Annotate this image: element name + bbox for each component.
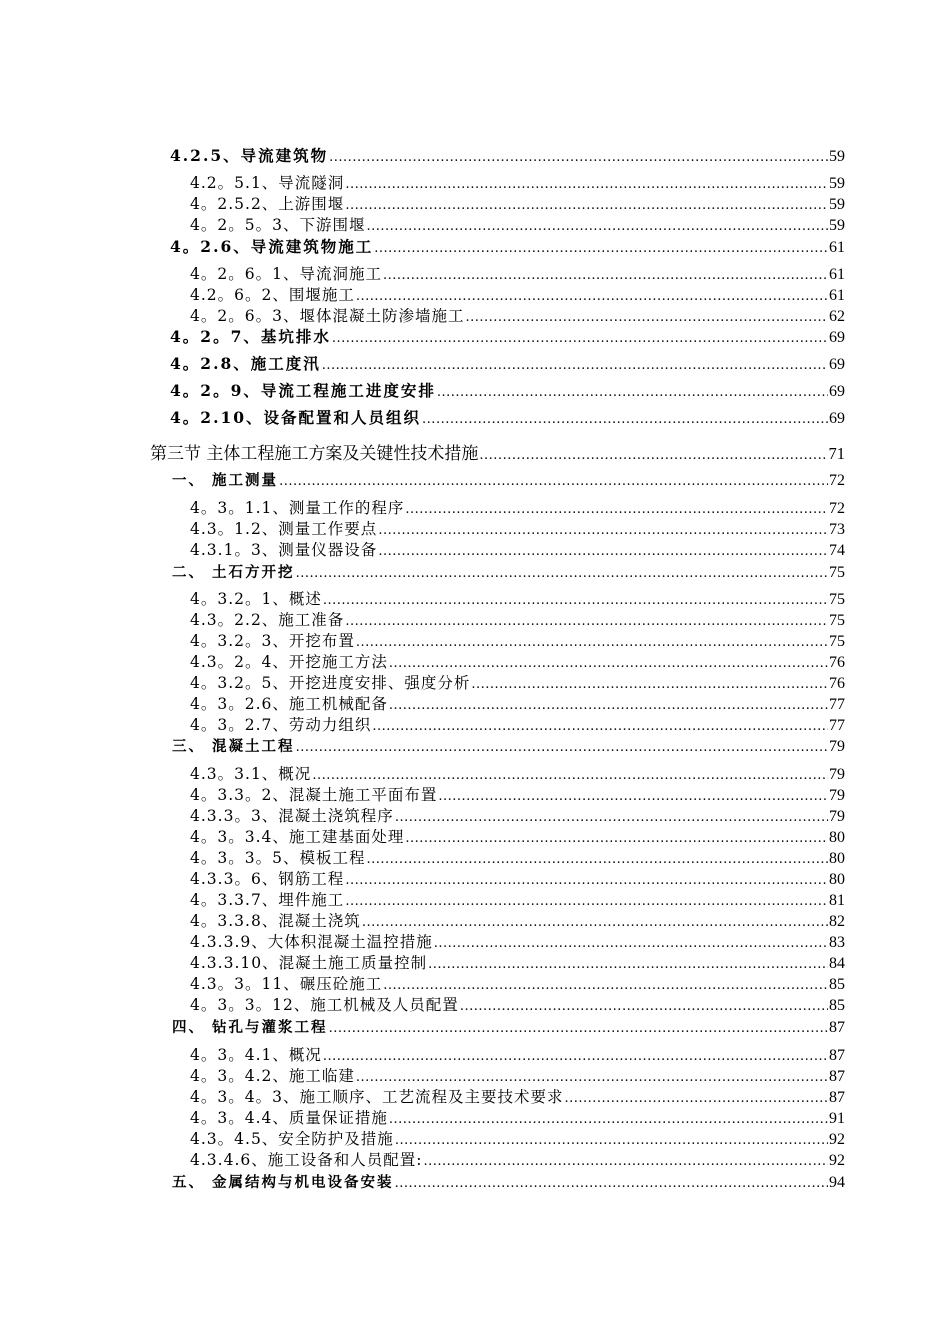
dot-leader — [423, 1152, 828, 1172]
toc-entry-page: 76 — [829, 675, 845, 692]
toc-entry[interactable] — [190, 911, 845, 931]
toc-entry-label: 4.2.5、导流建筑物 — [170, 146, 329, 165]
toc-entry-label: 4。3.2。5、开挖进度安排、强度分析 — [190, 674, 471, 692]
toc-entry-label: 4。3。4。3、施工顺序、工艺流程及主要技术要求 — [190, 1088, 564, 1106]
toc-entry-label: 4。3。2.6、施工机械配备 — [190, 695, 388, 713]
toc-entry-page: 87 — [829, 1089, 845, 1106]
toc-entry-page: 71 — [828, 444, 845, 463]
toc-entry[interactable] — [190, 1150, 845, 1170]
toc-entry-label: 4。2。6。3、堰体混凝土防渗墙施工 — [190, 307, 465, 325]
toc-entry[interactable] — [190, 953, 845, 973]
dot-leader — [422, 410, 828, 430]
dot-leader — [356, 633, 828, 653]
toc-entry-label: 二、 土石方开挖 — [172, 564, 295, 581]
toc-entry-label: 4.3.3.9、大体积混凝土温控措施 — [190, 933, 433, 951]
toc-entry-label: 4。3。4.2、施工临建 — [190, 1067, 355, 1085]
toc-entry[interactable] — [190, 285, 845, 305]
toc-entry[interactable] — [170, 381, 845, 401]
toc-entry-page: 92 — [829, 1131, 845, 1148]
dot-leader — [296, 738, 828, 758]
toc-entry[interactable] — [190, 869, 845, 889]
toc-entry-page: 76 — [829, 654, 845, 671]
toc-entry-page: 77 — [829, 717, 845, 734]
toc-entry-page: 59 — [829, 148, 845, 165]
toc-entry-label: 4。3。4.1、概况 — [190, 1046, 322, 1064]
dot-leader — [362, 913, 828, 933]
toc-entry[interactable] — [172, 1018, 845, 1038]
toc-entry[interactable] — [170, 354, 845, 374]
dot-leader — [437, 383, 828, 403]
dot-leader — [366, 850, 828, 870]
toc-entry-label: 4.3。3.1、概况 — [190, 765, 312, 783]
toc-entry-label: 4.3。4.5、安全防护及措施 — [190, 1130, 394, 1148]
toc-entry-page: 87 — [829, 1047, 845, 1064]
toc-entry[interactable] — [190, 785, 845, 805]
toc-entry-page: 81 — [829, 892, 845, 909]
dot-leader — [479, 446, 827, 466]
dot-leader — [345, 196, 828, 216]
toc-entry[interactable] — [170, 327, 845, 347]
toc-entry[interactable] — [190, 589, 845, 609]
toc-entry-page: 87 — [829, 1019, 845, 1036]
dot-leader — [383, 976, 828, 996]
dot-leader — [312, 766, 828, 786]
toc-entry-label: 4。2.10、设备配置和人员组织 — [170, 408, 422, 427]
toc-entry[interactable] — [190, 890, 845, 910]
dot-leader — [366, 217, 828, 237]
toc-entry[interactable] — [190, 519, 845, 539]
toc-entry-page: 77 — [829, 696, 845, 713]
dot-leader — [345, 175, 828, 195]
toc-entry-page: 61 — [829, 266, 845, 283]
toc-entry[interactable] — [190, 974, 845, 994]
toc-entry-page: 59 — [829, 196, 845, 213]
toc-entry[interactable] — [190, 694, 845, 714]
dot-leader — [322, 356, 828, 376]
toc-entry-label: 4。2.8、施工度汛 — [170, 354, 321, 373]
toc-entry-label: 第三节 主体工程施工方案及关键性技术措施 — [150, 444, 479, 464]
dot-leader — [378, 542, 828, 562]
toc-entry[interactable] — [170, 408, 845, 428]
dot-leader — [389, 654, 828, 674]
toc-entry-label: 4。3.3.7、埋件施工 — [190, 891, 345, 909]
toc-entry[interactable] — [190, 264, 845, 284]
dot-leader — [329, 1019, 828, 1039]
toc-entry-page: 75 — [829, 633, 845, 650]
dot-leader — [395, 1174, 828, 1194]
toc-entry-page: 92 — [829, 1152, 845, 1169]
toc-entry-label: 4。2。6。1、导流洞施工 — [190, 265, 382, 283]
toc-entry-page: 69 — [829, 329, 845, 346]
toc-entry[interactable] — [190, 806, 845, 826]
toc-entry-label: 4。3。1.1、测量工作的程序 — [190, 499, 405, 517]
toc-entry[interactable] — [190, 215, 845, 235]
dot-leader — [374, 239, 828, 259]
dot-leader — [372, 717, 828, 737]
toc-entry[interactable] — [190, 540, 845, 560]
toc-entry[interactable] — [190, 764, 845, 784]
dot-leader — [345, 612, 828, 632]
toc-entry-label: 4。2。9、导流工程施工进度安排 — [170, 381, 436, 400]
toc-entry-page: 74 — [829, 542, 845, 559]
toc-entry-page: 91 — [829, 1110, 845, 1127]
dot-leader — [389, 1110, 828, 1130]
toc-entry-page: 82 — [829, 913, 845, 930]
toc-entry-page: 62 — [829, 308, 845, 325]
dot-leader — [323, 1047, 828, 1067]
toc-entry-page: 84 — [829, 955, 845, 972]
toc-entry[interactable] — [190, 173, 845, 193]
toc-entry-page: 83 — [829, 934, 845, 951]
toc-entry-label: 四、 钻孔与灌浆工程 — [172, 1019, 328, 1036]
dot-leader — [345, 892, 828, 912]
toc-entry-label: 五、 金属结构与机电设备安装 — [172, 1174, 394, 1191]
toc-entry-page: 85 — [829, 976, 845, 993]
toc-entry-page: 75 — [829, 564, 845, 581]
toc-entry[interactable] — [190, 1066, 845, 1086]
toc-entry-label: 4.3.4.6、施工设备和人员配置: — [190, 1151, 423, 1169]
toc-entry[interactable] — [190, 652, 845, 672]
dot-leader — [434, 934, 828, 954]
toc-entry[interactable] — [172, 737, 845, 757]
dot-leader — [395, 808, 828, 828]
dot-leader — [356, 287, 828, 307]
toc-entry[interactable] — [172, 563, 845, 583]
toc-entry-label: 4。3.3.8、混凝土浇筑 — [190, 912, 361, 930]
toc-entry-label: 4.2。6。2、围堰施工 — [190, 286, 355, 304]
toc-entry-label: 4。2。5。3、下游围堰 — [190, 216, 366, 234]
toc-entry-page: 79 — [829, 738, 845, 755]
toc-entry-page: 61 — [829, 287, 845, 304]
toc-entry-label: 4.3.3.10、混凝土施工质量控制 — [190, 954, 428, 972]
toc-entry[interactable] — [190, 1087, 845, 1107]
dot-leader — [395, 1131, 828, 1151]
toc-entry-page: 75 — [829, 591, 845, 608]
dot-leader — [405, 500, 828, 520]
toc-entry-page: 85 — [829, 997, 845, 1014]
dot-leader — [465, 308, 828, 328]
toc-entry[interactable] — [190, 995, 845, 1015]
dot-leader — [383, 266, 828, 286]
dot-leader — [345, 871, 828, 891]
toc-entry-page: 75 — [829, 612, 845, 629]
toc-entry-label: 4。3。2.7、劳动力组织 — [190, 716, 372, 734]
toc-entry-label: 4.2。5.1、导流隧洞 — [190, 174, 345, 192]
toc-entry-page: 80 — [829, 850, 845, 867]
toc-entry-label: 4。3。3。5、模板工程 — [190, 849, 366, 867]
toc-entry[interactable] — [190, 827, 845, 847]
toc-entry-label: 4。3。3.4、施工建基面处理 — [190, 828, 405, 846]
toc-entry-page: 94 — [829, 1174, 845, 1191]
toc-entry[interactable] — [170, 146, 845, 166]
toc-entry[interactable] — [172, 1173, 845, 1193]
dot-leader — [460, 997, 828, 1017]
toc-entry-page: 72 — [829, 500, 845, 517]
toc-entry[interactable] — [190, 848, 845, 868]
toc-entry[interactable] — [150, 444, 845, 464]
toc-entry[interactable] — [190, 194, 845, 214]
toc-entry[interactable] — [190, 932, 845, 952]
dot-leader — [279, 472, 828, 492]
dot-leader — [405, 829, 828, 849]
toc-entry-page: 73 — [829, 521, 845, 538]
toc-entry-label: 一、 施工测量 — [172, 472, 279, 489]
toc-entry-page: 79 — [829, 787, 845, 804]
dot-leader — [564, 1089, 828, 1109]
toc-entry-label: 4.3。1.2、测量工作要点 — [190, 520, 378, 538]
dot-leader — [323, 591, 828, 611]
toc-entry[interactable] — [190, 715, 845, 735]
toc-entry-label: 4.3.1。3、测量仪器设备 — [190, 541, 378, 559]
dot-leader — [389, 696, 828, 716]
toc-entry-page: 59 — [829, 175, 845, 192]
toc-entry-label: 4.3.3。6、钢筋工程 — [190, 870, 345, 888]
toc-entry-label: 4.3。2。4、开挖施工方法 — [190, 653, 388, 671]
toc-entry-page: 80 — [829, 871, 845, 888]
toc-entry-page: 72 — [829, 472, 845, 489]
toc-entry-label: 4。2.6、导流建筑物施工 — [170, 237, 374, 256]
toc-entry-label: 4。3.3。2、混凝土施工平面布置 — [190, 786, 438, 804]
toc-entry-label: 4。2.5.2、上游围堰 — [190, 195, 345, 213]
toc-entry[interactable] — [190, 631, 845, 651]
toc-entry-label: 4.3.3。3、混凝土浇筑程序 — [190, 807, 394, 825]
toc-entry-page: 69 — [829, 356, 845, 373]
toc-entry[interactable] — [190, 498, 845, 518]
toc-entry[interactable] — [190, 673, 845, 693]
toc-entry-page: 80 — [829, 829, 845, 846]
toc-entry-page: 79 — [829, 766, 845, 783]
toc-entry[interactable] — [190, 306, 845, 326]
dot-leader — [356, 1068, 828, 1088]
toc-entry[interactable] — [190, 1129, 845, 1149]
dot-leader — [329, 148, 828, 168]
toc-entry-page: 87 — [829, 1068, 845, 1085]
toc-entry-page: 61 — [829, 239, 845, 256]
dot-leader — [332, 329, 828, 349]
toc-entry-label: 4.3。3。11、碾压砼施工 — [190, 975, 383, 993]
toc-entry-page: 69 — [829, 383, 845, 400]
dot-leader — [438, 787, 828, 807]
toc-entry-page: 59 — [829, 217, 845, 234]
toc-entry-page: 69 — [829, 410, 845, 427]
toc-entry-label: 4.3。2.2、施工准备 — [190, 611, 345, 629]
toc-entry[interactable] — [170, 237, 845, 257]
toc-entry[interactable] — [172, 471, 845, 491]
toc-entry-label: 4。2。7、基坑排水 — [170, 327, 331, 346]
dot-leader — [378, 521, 828, 541]
toc-entry-label: 4。3.2。1、概述 — [190, 590, 322, 608]
dot-leader — [471, 675, 828, 695]
dot-leader — [296, 564, 828, 584]
dot-leader — [428, 955, 828, 975]
toc-entry-label: 4。3。3。12、施工机械及人员配置 — [190, 996, 459, 1014]
toc-entry-label: 4。3。4.4、质量保证措施 — [190, 1109, 388, 1127]
toc-entry[interactable] — [190, 1045, 845, 1065]
toc-entry[interactable] — [190, 1108, 845, 1128]
toc-entry[interactable] — [190, 610, 845, 630]
toc-entry-page: 79 — [829, 808, 845, 825]
toc-entry-label: 4。3.2。3、开挖布置 — [190, 632, 355, 650]
toc-entry-label: 三、 混凝土工程 — [172, 738, 295, 755]
